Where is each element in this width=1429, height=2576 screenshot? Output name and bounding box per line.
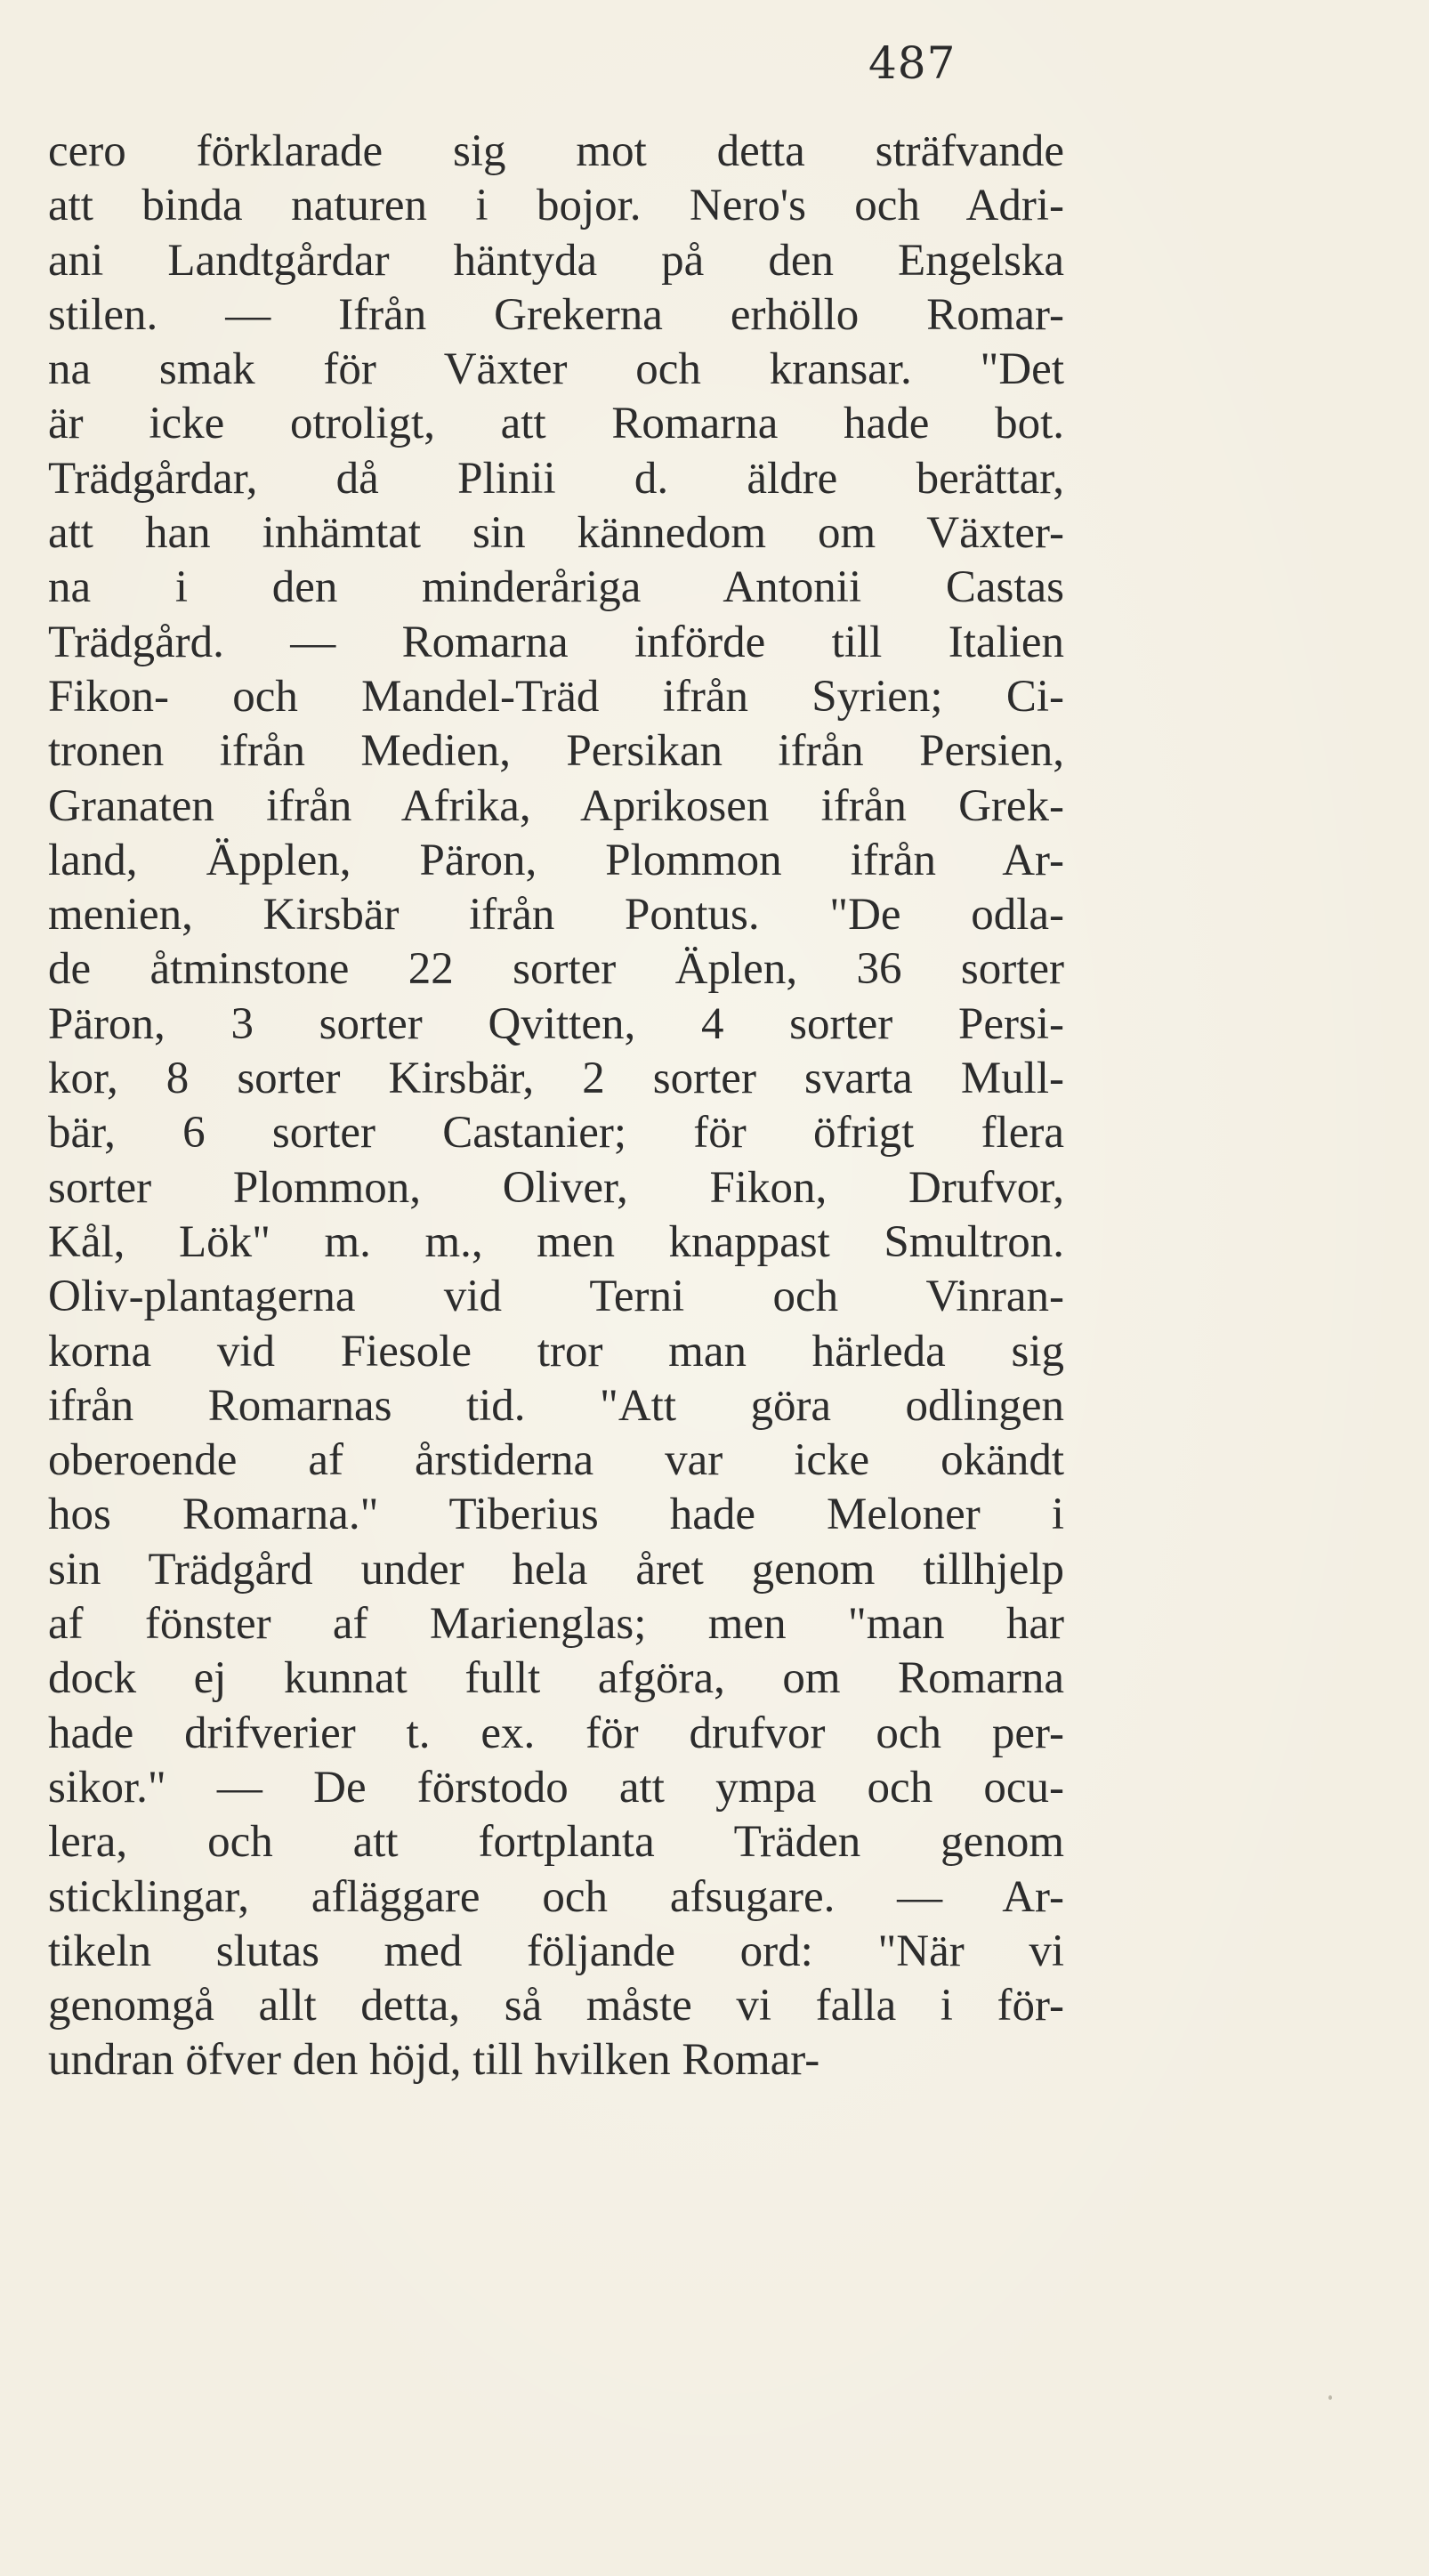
- text-line: hade drifverier t. ex. för drufvor och per-: [48, 1708, 1064, 1758]
- text-line: Granaten ifrån Afrika, Aprikosen ifrån Grek-: [48, 780, 1064, 831]
- text-line: dock ej kunnat fullt afgöra, om Romarna: [48, 1653, 1064, 1704]
- text-line: tikeln slutas med följande ord: "När vi: [48, 1926, 1064, 1976]
- text-line: att binda naturen i bojor. Nero's och Adri-: [48, 181, 1064, 231]
- text-line: genomgå allt detta, så måste vi falla i för-: [48, 1981, 1064, 2031]
- text-line: Fikon- och Mandel-Träd ifrån Syrien; Ci-: [48, 671, 1064, 722]
- text-line: land, Äpplen, Päron, Plommon ifrån Ar-: [48, 835, 1064, 885]
- text-line: menien, Kirsbär ifrån Pontus. "De odla-: [48, 890, 1064, 941]
- text-line: Päron, 3 sorter Qvitten, 4 sorter Persi-: [48, 998, 1064, 1049]
- text-line: hos Romarna." Tiberius hade Meloner i: [48, 1490, 1064, 1540]
- paper-speck: [1328, 2395, 1332, 2400]
- text-line: undran öfver den höjd, till hvilken Romar-: [48, 2035, 820, 2086]
- text-line: Trädgård. — Romarna införde till Italien: [48, 617, 1064, 667]
- text-line: oberoende af årstiderna var icke okändt: [48, 1435, 1064, 1486]
- text-line: ani Landtgårdar häntyda på den Engelska: [48, 235, 1064, 286]
- text-line: sikor." — De förstodo att ympa och ocu-: [48, 1762, 1064, 1813]
- text-line: na smak för Växter och kransar. "Det: [48, 344, 1064, 395]
- text-line: Oliv-plantagerna vid Terni och Vinran-: [48, 1272, 1064, 1322]
- text-line: sin Trädgård under hela året genom tillhjelp: [48, 1544, 1064, 1595]
- text-line: tronen ifrån Medien, Persikan ifrån Persien,: [48, 726, 1064, 777]
- text-line: na i den minderåriga Antonii Castas: [48, 562, 1064, 613]
- page-number: 487: [868, 37, 957, 89]
- text-line: stilen. — Ifrån Grekerna erhöllo Romar-: [48, 289, 1064, 340]
- text-line: cero förklarade sig mot detta sträfvande: [48, 126, 1064, 176]
- text-line: af fönster af Marienglas; men "man har: [48, 1599, 1064, 1650]
- text-line: Kål, Lök" m. m., men knappast Smultron.: [48, 1216, 1064, 1267]
- text-line: lera, och att fortplanta Träden genom: [48, 1817, 1064, 1868]
- text-line: bär, 6 sorter Castanier; för öfrigt flera: [48, 1108, 1064, 1159]
- text-line: kor, 8 sorter Kirsbär, 2 sorter svarta Mull-: [48, 1054, 1064, 1104]
- text-line: sorter Plommon, Oliver, Fikon, Drufvor,: [48, 1162, 1064, 1213]
- text-line: korna vid Fiesole tror man härleda sig: [48, 1326, 1064, 1377]
- text-line: Trädgårdar, då Plinii d. äldre berättar,: [48, 453, 1064, 504]
- text-line: ifrån Romarnas tid. "Att göra odlingen: [48, 1380, 1064, 1431]
- body-text: [48, 125, 1064, 2088]
- text-line: att han inhämtat sin kännedom om Växter-: [48, 508, 1064, 559]
- text-line: sticklingar, afläggare och afsugare. — Ar-: [48, 1871, 1064, 1922]
- text-line: de åtminstone 22 sorter Äplen, 36 sorter: [48, 944, 1064, 995]
- text-line: är icke otroligt, att Romarna hade bot.: [48, 399, 1064, 449]
